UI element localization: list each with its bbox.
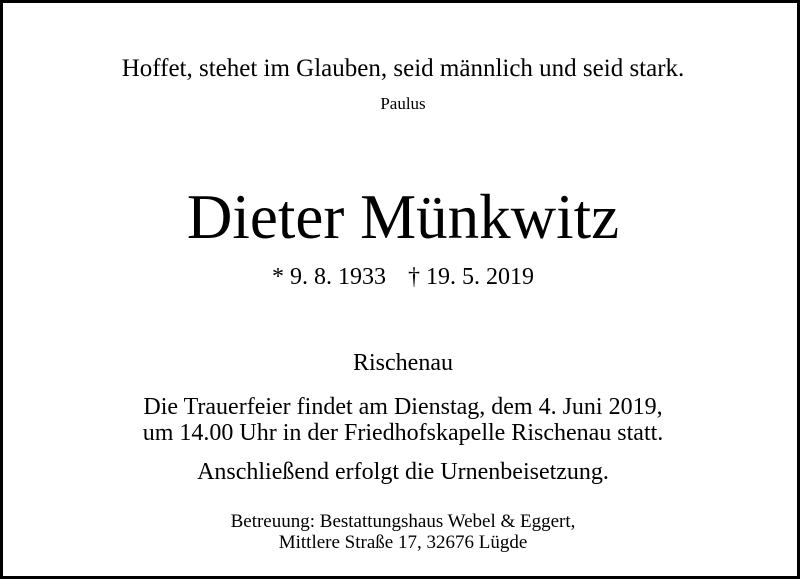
funeral-home-line-2: Mittlere Straße 17, 32676 Lügde: [278, 532, 528, 553]
life-dates: [3, 265, 800, 289]
place-name: Rischenau: [353, 350, 453, 376]
burial-note: Anschließend erfolgt die Urnenbeisetzung.: [197, 459, 609, 485]
ceremony-line-1: Die Trauerfeier findet am Dienstag, dem 4. Juni 2019,: [143, 394, 663, 420]
bible-quote: Hoffet, stehet im Glauben, seid männlich und seid stark.: [121, 55, 685, 82]
ceremony-line-2: um 14.00 Uhr in der Friedhofskapelle Rischenau statt.: [142, 420, 664, 446]
quote-author: Paulus: [380, 94, 426, 113]
birth-date: * 9. 8. 1933: [272, 264, 386, 290]
deceased-name: Dieter Münkwitz: [186, 182, 620, 252]
death-date: † 19. 5. 2019: [408, 264, 534, 290]
funeral-home-line-1: Betreuung: Bestattungshaus Webel & Eggert,: [230, 511, 576, 532]
